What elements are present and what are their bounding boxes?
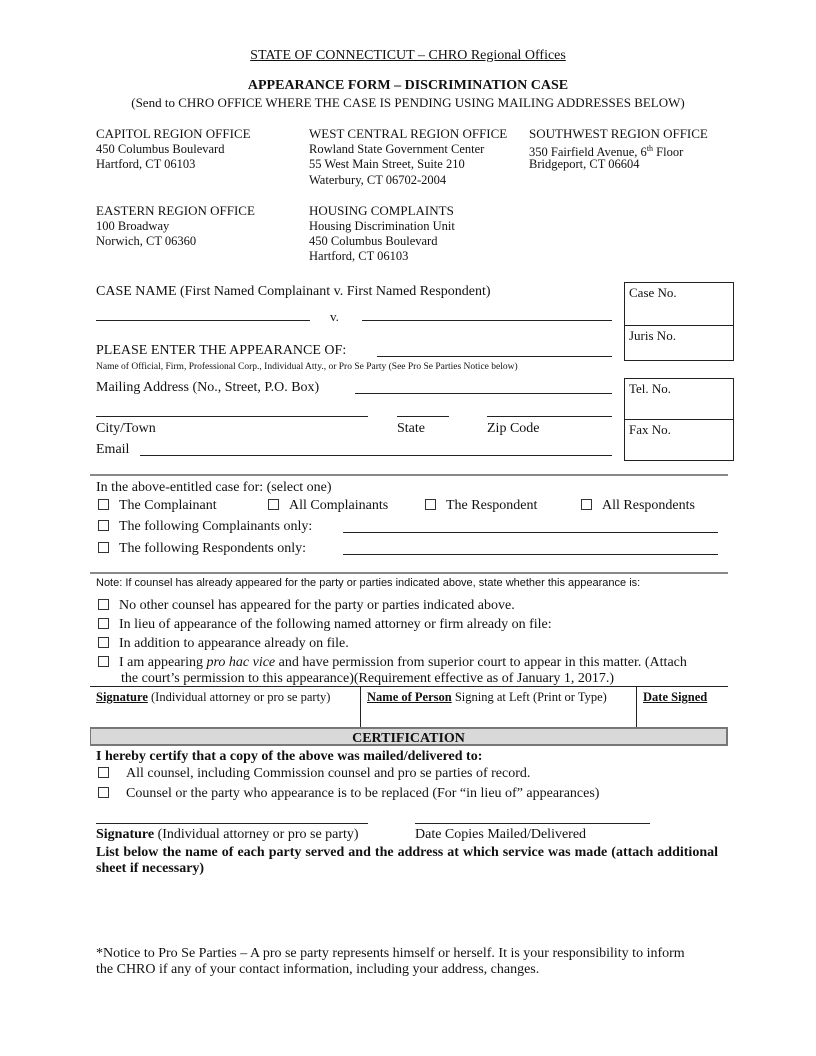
counsel-option-pro-hac-vice[interactable]: I am appearing pro hac vice and have permission from superior court to appear in this matter. (Attach: [98, 655, 687, 671]
option-the-respondent[interactable]: The Respondent: [425, 498, 537, 514]
checkbox[interactable]: [98, 637, 109, 648]
option-all-respondents[interactable]: All Respondents: [581, 498, 695, 514]
office-name: EASTERN REGION OFFICE: [96, 203, 255, 218]
state-title: STATE OF CONNECTICUT – CHRO Regional Offices: [250, 48, 566, 63]
option-the-complainant[interactable]: The Complainant: [98, 498, 217, 514]
option-all-complainants[interactable]: All Complainants: [268, 498, 388, 514]
office-line: 450 Columbus Boulevard: [309, 234, 438, 248]
counsel-option-in-lieu[interactable]: In lieu of appearance of the following named attorney or firm already on file:: [98, 617, 552, 633]
checkbox[interactable]: [268, 499, 279, 510]
checkbox[interactable]: [98, 542, 109, 553]
office-name: WEST CENTRAL REGION OFFICE: [309, 126, 508, 141]
option-following-complainants[interactable]: The following Complainants only:: [98, 519, 312, 535]
fax-no-label: Fax No.: [629, 422, 671, 437]
select-intro: In the above-entitled case for: (select one): [96, 480, 332, 495]
fax-no-field[interactable]: [624, 419, 734, 461]
checkbox[interactable]: [425, 499, 436, 510]
juris-no-label: Juris No.: [629, 328, 676, 343]
office-line: Waterbury, CT 06702-2004: [309, 173, 447, 187]
option-following-respondents[interactable]: The following Respondents only:: [98, 541, 306, 557]
appearance-name-field[interactable]: [377, 356, 612, 357]
city-label: City/Town: [96, 421, 156, 436]
cert-option-replaced-counsel[interactable]: Counsel or the party who appearance is to be replaced (For “in lieu of” appearances): [98, 786, 599, 802]
office-line: Bridgeport, CT 06604: [529, 157, 640, 171]
office-line: 450 Columbus Boulevard: [96, 142, 225, 156]
checkbox[interactable]: [98, 767, 109, 778]
appearance-sublabel: Name of Official, Firm, Professional Corp., Individual Atty., or Pro Se Party (See Pro Se Parties Notice below): [96, 362, 518, 372]
send-note: (Send to CHRO OFFICE WHERE THE CASE IS PENDING USING MAILING ADDRESSES BELOW): [131, 95, 685, 110]
divider: [90, 686, 728, 687]
following-complainants-field[interactable]: [343, 532, 718, 533]
state-field[interactable]: [397, 416, 449, 417]
zip-field[interactable]: [487, 416, 612, 417]
counsel-option-no-other[interactable]: No other counsel has appeared for the party or parties indicated above.: [98, 598, 515, 614]
checkbox[interactable]: [98, 787, 109, 798]
office-line: Rowland State Government Center: [309, 142, 485, 156]
tel-no-field[interactable]: [624, 378, 734, 420]
checkbox[interactable]: [98, 599, 109, 610]
email-label: Email: [96, 442, 130, 457]
form-title: APPEARANCE FORM – DISCRIMINATION CASE: [247, 78, 569, 93]
date-signed-field[interactable]: Date Signed: [643, 690, 708, 704]
appearance-label: PLEASE ENTER THE APPEARANCE OF:: [96, 343, 347, 358]
office-line: 350 Fairfield Avenue, 6th Floor: [529, 144, 684, 160]
pro-se-notice-line2: the CHRO if any of your contact information, including your address, changes.: [96, 962, 540, 977]
mailing-address-label: Mailing Address (No., Street, P.O. Box): [96, 380, 320, 395]
checkbox[interactable]: [98, 499, 109, 510]
office-name: CAPITOL REGION OFFICE: [96, 126, 251, 141]
checkbox[interactable]: [98, 520, 109, 531]
city-field[interactable]: [96, 416, 368, 417]
cert-signature-field[interactable]: [96, 823, 368, 824]
counsel-note: Note: If counsel has already appeared for the party or parties indicated above, state whether this appearance is:: [96, 577, 641, 589]
divider: [360, 687, 361, 727]
pro-hac-vice-line2: the court’s permission to this appearance)(Requirement effective as of January 1, 2017.): [121, 671, 615, 686]
date-copies-field[interactable]: [415, 823, 650, 824]
state-label: State: [397, 421, 425, 436]
office-line: Hartford, CT 06103: [96, 157, 196, 171]
office-line: 100 Broadway: [96, 219, 170, 233]
certify-statement: I hereby certify that a copy of the above was mailed/delivered to:: [96, 749, 483, 764]
complainant-name-field[interactable]: [96, 320, 310, 321]
name-of-person-field[interactable]: Name of Person Signing at Left (Print or Type): [367, 690, 607, 704]
zip-label: Zip Code: [487, 421, 540, 436]
pro-se-notice-line1: *Notice to Pro Se Parties – A pro se party represents himself or herself. It is your responsibility to inform: [96, 946, 685, 961]
office-line: Hartford, CT 06103: [309, 249, 409, 263]
case-name-label: CASE NAME (First Named Complainant v. First Named Respondent): [96, 284, 491, 299]
date-copies-label: Date Copies Mailed/Delivered: [415, 827, 587, 842]
following-respondents-field[interactable]: [343, 554, 718, 555]
versus-label: v.: [330, 309, 339, 324]
cert-signature-label: Signature (Individual attorney or pro se party): [96, 827, 359, 842]
certification-heading: CERTIFICATION: [90, 727, 728, 746]
counsel-option-in-addition[interactable]: In addition to appearance already on file.: [98, 636, 349, 652]
email-field[interactable]: [140, 455, 612, 456]
cert-option-all-counsel[interactable]: All counsel, including Commission counsel and pro se parties of record.: [98, 766, 530, 782]
list-below-instruction: List below the name of each party served and the address at which service was made (attach additional sheet if necessary): [96, 845, 718, 876]
divider: [90, 474, 728, 476]
case-no-label: Case No.: [629, 285, 677, 300]
checkbox[interactable]: [581, 499, 592, 510]
mailing-address-field[interactable]: [355, 393, 612, 394]
juris-no-field[interactable]: [624, 325, 734, 361]
checkbox[interactable]: [98, 656, 109, 667]
signature-field[interactable]: Signature (Individual attorney or pro se party): [96, 690, 331, 704]
divider: [90, 572, 728, 574]
checkbox[interactable]: [98, 618, 109, 629]
office-line: Norwich, CT 06360: [96, 234, 197, 248]
office-name: HOUSING COMPLAINTS: [309, 203, 454, 218]
office-line: Housing Discrimination Unit: [309, 219, 455, 233]
office-name: SOUTHWEST REGION OFFICE: [529, 126, 708, 141]
office-line: 55 West Main Street, Suite 210: [309, 157, 465, 171]
respondent-name-field[interactable]: [362, 320, 612, 321]
tel-no-label: Tel. No.: [629, 381, 672, 396]
case-no-field[interactable]: [624, 282, 734, 326]
divider: [636, 687, 637, 727]
